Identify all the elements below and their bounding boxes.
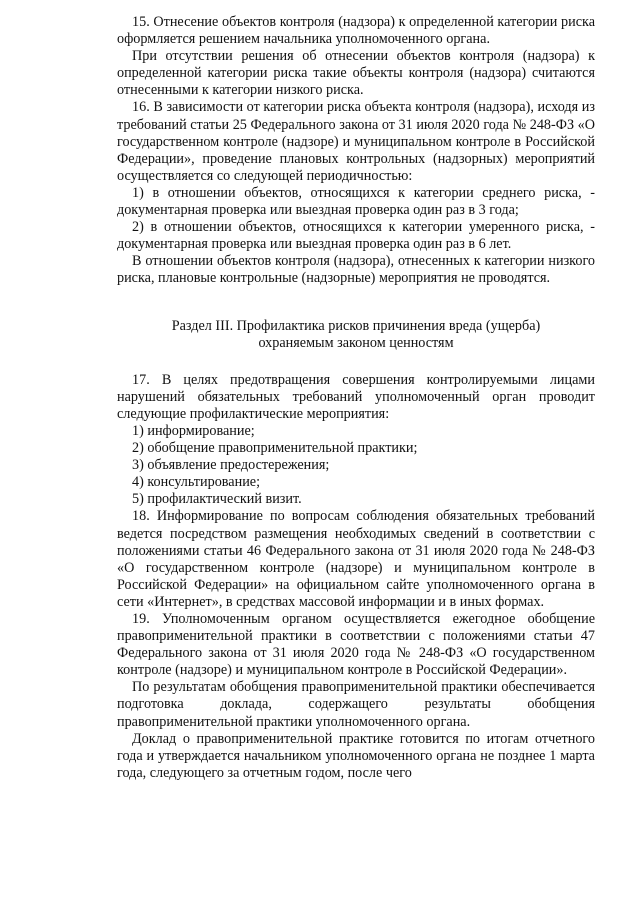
list-item: 2) в отношении объектов, относящихся к категории умеренного риска, - документарная проверка или выездная проверка один раз в 6 лет. bbox=[117, 219, 595, 253]
section-heading-line: Раздел III. Профилактика рисков причинения вреда (ущерба) bbox=[171, 317, 541, 334]
list-item: 4) консультирование; bbox=[132, 474, 261, 491]
paragraph-19: 19. Уполномоченным органом осуществляется ежегодное обобщение правоприменительной практики в соответствии с положениями статьи 47 Федерального закона от 31 июля 2020 года № 248-ФЗ «О государственном контроле (надзоре) и муниципальном контроле в Российской Федерации». bbox=[117, 611, 595, 679]
paragraph-19-results: По результатам обобщения правоприменительной практики обеспечивается подготовка доклада, содержащего результаты обобщения правоприменительной практики уполномоченного органа. bbox=[117, 679, 595, 730]
section-heading-line: охраняемым законом ценностям bbox=[258, 334, 454, 351]
paragraph-16: 16. В зависимости от категории риска объекта контроля (надзора), исходя из требований статьи 25 Федерального закона от 31 июля 2020 года № 248-ФЗ «О государственном контроле (надзоре) и муниципальном контроле в Российской Федерации», проведение плановых контрольных (надзорных) мероприятий осуществляется со следующей периодичностью: bbox=[117, 99, 595, 184]
paragraph-16-low-risk: В отношении объектов контроля (надзора), отнесенных к категории низкого риска, плановые контрольные (надзорные) мероприятия не проводятся. bbox=[117, 253, 595, 287]
paragraph-15-note: При отсутствии решения об отнесении объектов контроля (надзора) к определенной категории риска такие объекты контроля (надзора) считаются отнесенными к категории низкого риска. bbox=[117, 48, 595, 99]
list-item: 1) информирование; bbox=[132, 422, 255, 439]
paragraph-19-report: Доклад о правоприменительной практике готовится по итогам отчетного года и утверждается начальником уполномоченного органа не позднее 1 марта года, следующего за отчетным годом, после чего bbox=[117, 730, 595, 781]
list-item: 1) в отношении объектов, относящихся к категории среднего риска, - документарная проверка или выездная проверка один раз в 3 года; bbox=[117, 184, 595, 219]
paragraph-15: 15. Отнесение объектов контроля (надзора) к определенной категории риска оформляется решением начальника уполномоченного органа. bbox=[117, 14, 595, 48]
paragraph-18: 18. Информирование по вопросам соблюдения обязательных требований ведется посредством размещения необходимых сведений в соответствии с положениями статьи 46 Федерального закона от 31 июля 2020 года № 248-ФЗ «О государственном контроле (надзоре) и муниципальном контроле в Российской Федерации» на официальном сайте уполномоченного органа в сети «Интернет», в средствах массовой информации и в иных формах. bbox=[117, 508, 595, 610]
list-item: 3) объявление предостережения; bbox=[132, 457, 330, 474]
document-body bbox=[117, 14, 595, 782]
paragraph-17: 17. В целях предотвращения совершения контролируемыми лицами нарушений обязательных требований уполномоченный орган проводит следующие профилактические мероприятия: bbox=[117, 371, 595, 422]
list-item: 2) обобщение правоприменительной практики; bbox=[132, 440, 418, 457]
section-heading bbox=[117, 318, 595, 352]
list-item: 5) профилактический визит. bbox=[132, 491, 302, 508]
